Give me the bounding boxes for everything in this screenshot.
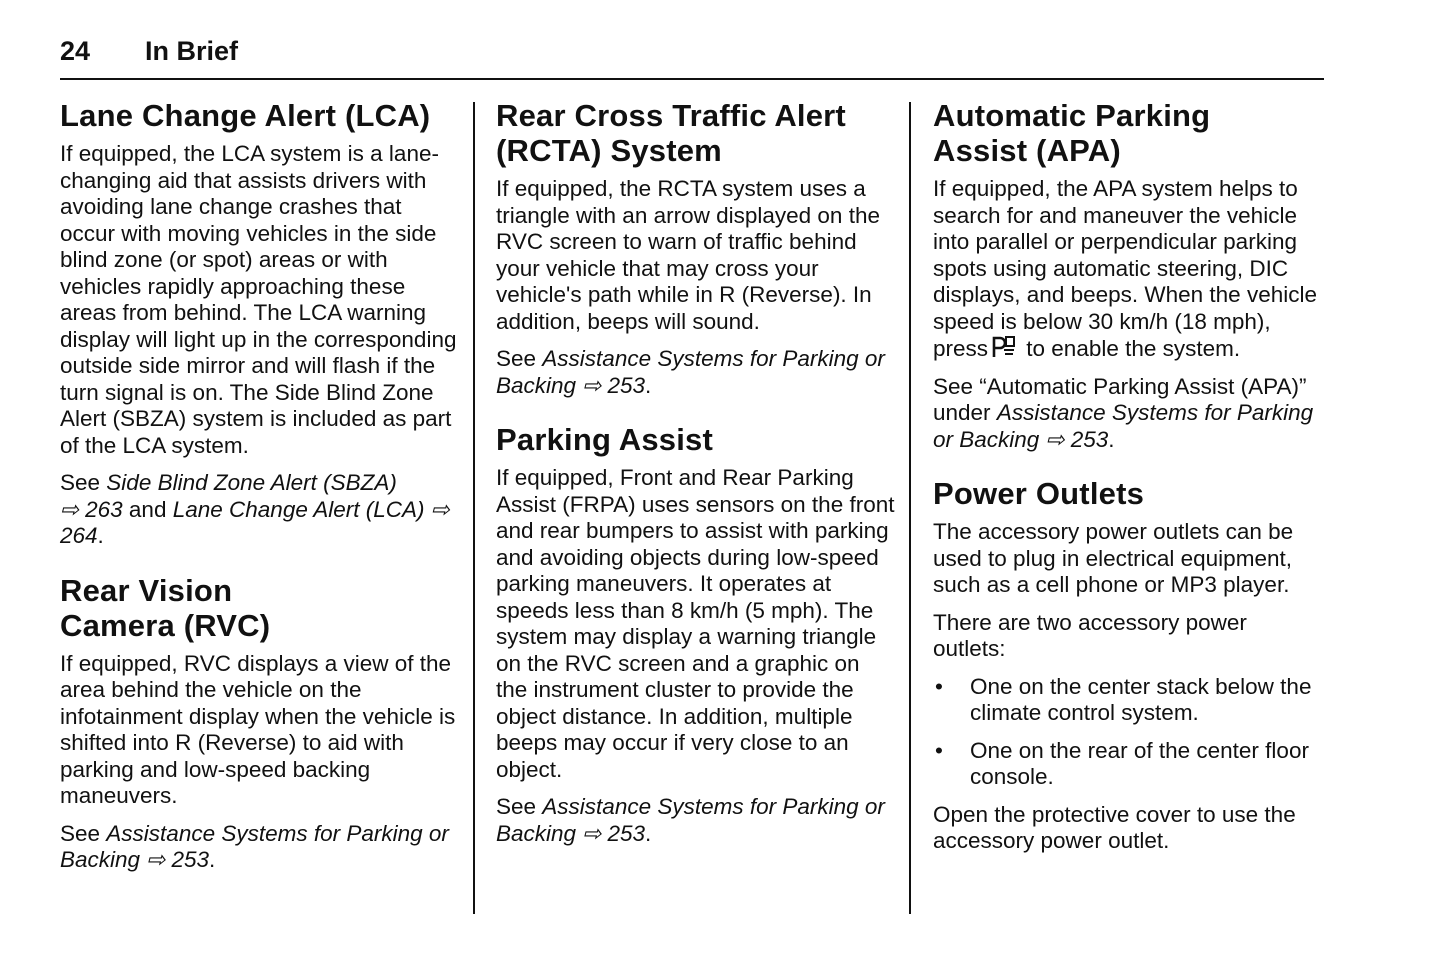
column-divider xyxy=(473,102,475,914)
lca-see-also: See Side Blind Zone Alert (SBZA) ⇨ 263 and Lane Change Alert (LCA) ⇨ 264. xyxy=(60,470,450,548)
list-item: • One on the center stack below the climate control system. xyxy=(935,673,1312,725)
column-3 xyxy=(933,98,1325,866)
arrow-icon: ⇨ xyxy=(582,820,602,846)
rcta-heading: Rear Cross Traffic Alert (RCTA) System xyxy=(496,98,846,168)
power-outlets-body-1: The accessory power outlets can be used to plug in electrical equipment, such as a cell phone or MP3 player. xyxy=(933,519,1294,597)
bullet-icon: • xyxy=(935,737,943,763)
assistance-systems-reference-link[interactable]: Assistance Systems for Parking or Backing ⇨ 253 xyxy=(933,400,1314,452)
assistance-systems-reference-link[interactable]: Assistance Systems for Parking or Backing ⇨ 253 xyxy=(60,820,449,872)
parking-assist-heading: Parking Assist xyxy=(496,422,714,457)
bullet-icon: • xyxy=(935,673,943,699)
power-outlets-body-2: There are two accessory power outlets: xyxy=(933,609,1247,661)
apa-heading: Automatic Parking Assist (APA) xyxy=(933,98,1211,168)
page-header xyxy=(60,34,1324,80)
column-1 xyxy=(60,98,460,885)
section-name: In Brief xyxy=(145,36,239,66)
arrow-icon: ⇨ xyxy=(60,496,79,522)
lca-body: If equipped, the LCA system is a lane-changing aid that assists drivers with avoiding lane change crashes that occur with moving vehicles in the side blind zone (or spot) areas or with vehicles rapidly approaching these areas from behind. The LCA warning display will light up in the corresponding outside side mirror and will flash if the turn signal is on. The Side Blind Zone Alert (SBZA) system is included as part of the LCA system. xyxy=(60,141,457,458)
column-2 xyxy=(496,98,896,858)
power-outlets-heading: Power Outlets xyxy=(933,476,1145,511)
column-divider xyxy=(909,102,911,914)
lca-reference-link[interactable]: Lane Change Alert (LCA) ⇨ 264 xyxy=(60,496,450,548)
rvc-see-also: See Assistance Systems for Parking or Backing ⇨ 253. xyxy=(60,820,449,872)
parking-assist-body: If equipped, Front and Rear Parking Assist (FRPA) uses sensors on the front and rear bumpers to assist with parking and avoiding objects during low-speed parking maneuvers. It operates at speeds less than 8 km/h (5 mph). The system may display a warning triangle on the RVC screen and a graphic on the instrument cluster to provide the object distance. In addition, multiple beeps may occur if very close to an object. xyxy=(496,465,895,782)
rcta-see-also: See Assistance Systems for Parking or Backing ⇨ 253. xyxy=(496,346,885,398)
parking-assist-button-icon xyxy=(991,335,1017,359)
parking-assist-see-also: See Assistance Systems for Parking or Backing ⇨ 253. xyxy=(496,794,885,846)
lca-heading: Lane Change Alert (LCA) xyxy=(60,98,431,133)
page-number: 24 xyxy=(60,36,91,66)
assistance-systems-reference-link[interactable]: Assistance Systems for Parking or Backing ⇨ 253 xyxy=(496,346,885,398)
rvc-body: If equipped, RVC displays a view of the area behind the vehicle on the infotainment display when the vehicle is shifted into R (Reverse) to aid with parking and low-speed backing maneuvers. xyxy=(60,650,456,808)
power-outlets-list xyxy=(933,674,1325,791)
arrow-icon: ⇨ xyxy=(1045,426,1065,452)
rcta-body: If equipped, the RCTA system uses a triangle with an arrow displayed on the RVC screen to warn of traffic behind your vehicle that may cross your vehicle's path while in R (Reverse). In addition, beeps will sound. xyxy=(496,176,880,334)
rvc-heading: Rear Vision Camera (RVC) xyxy=(60,572,271,643)
apa-body: If equipped, the APA system helps to search for and maneuver the vehicle into parallel or perpendicular parking spots using automatic steering, DIC displays, and beeps. When the vehicle speed is below 30 km/h (18 mph), press to enable the system. xyxy=(933,176,1317,361)
power-outlets-body-3: Open the protective cover to use the accessory power outlet. xyxy=(933,801,1296,853)
list-item: • One on the rear of the center floor console. xyxy=(935,737,1309,789)
sbza-reference-link[interactable]: Side Blind Zone Alert (SBZA) ⇨ 263 xyxy=(60,470,397,522)
apa-see-also: See “Automatic Parking Assist (APA)” under Assistance Systems for Parking or Backing ⇨ 253. xyxy=(933,373,1314,452)
assistance-systems-reference-link[interactable]: Assistance Systems for Parking or Backing ⇨ 253 xyxy=(496,794,885,846)
arrow-icon: ⇨ xyxy=(430,496,450,522)
arrow-icon: ⇨ xyxy=(582,372,602,398)
arrow-icon: ⇨ xyxy=(146,847,166,872)
